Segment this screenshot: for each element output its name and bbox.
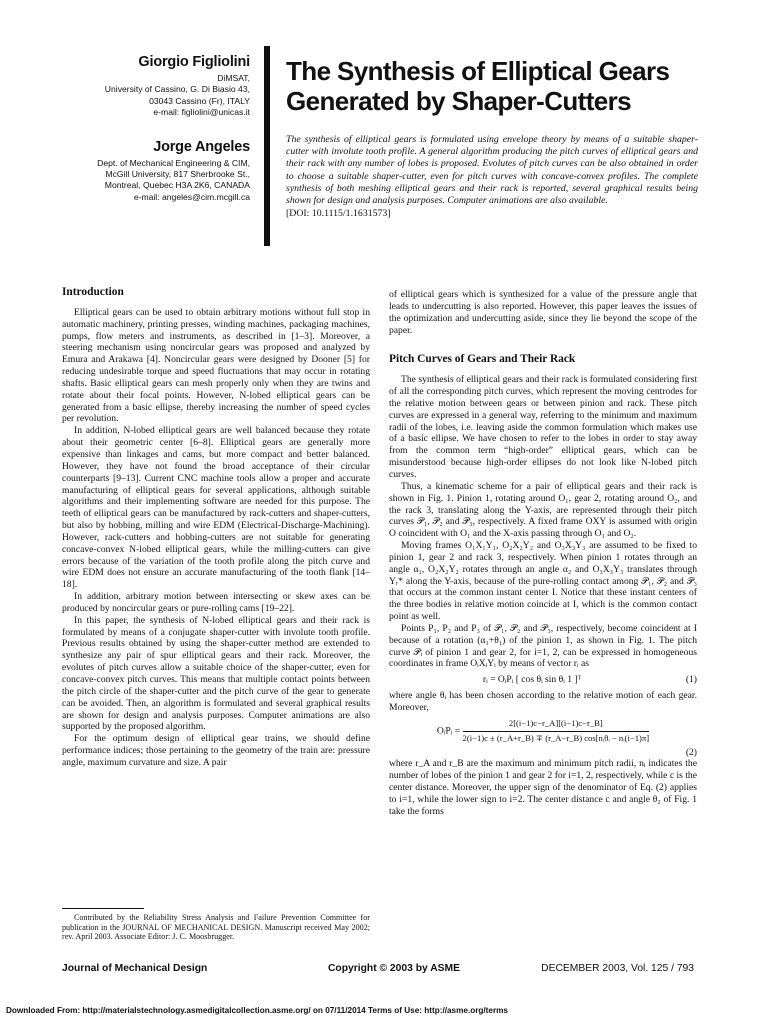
author-name: Giorgio Figliolini: [138, 54, 250, 70]
author-block-1: [60, 54, 250, 119]
paper-title: The Synthesis of Elliptical Gears Generated by Shaper-Cutters: [286, 56, 670, 116]
author-email: e-mail: figliolini@unicas.it: [153, 107, 250, 118]
issue-and-page-number: DECEMBER 2003, Vol. 125 / 793: [541, 963, 694, 974]
section-heading-introduction: Introduction: [62, 286, 124, 298]
journal-name: Journal of Mechanical Design: [62, 963, 208, 974]
right-column: [389, 289, 697, 818]
equation-body: [389, 718, 697, 745]
equation-lhs: OᵢPᵢ =: [436, 725, 461, 737]
equation-1: [389, 674, 697, 686]
doi-link[interactable]: [DOI: 10.1115/1.1631573]: [286, 208, 391, 220]
paragraph: The synthesis of elliptical gears and their rack is formulated considering first of all the corresponding pitch curves, which represent the moving centrodes for the relative motion between gears or between pinion and rack. These pitch curves are expressed in a general way, referring to the minimum and maximum radii of the lobes, i.e. leaving aside the common formulation which makes use of a basic ellipse. We have chosen to refer to the lobes in order to stay away from the common term “high-order” elliptical gears, which can be misunderstood because high-order ellipses do not look like N-lobed pitch curves.: [389, 374, 697, 480]
equation-number: (1): [685, 674, 697, 686]
equation-number: (2): [685, 746, 697, 758]
paragraph-continuation: of elliptical gears which is synthesized for a value of the pressure angle that leads to undercutting is also reported. However, this paper leaves the issues of the optimization and undercutting aside, since they lie beyond the scope of the paper.: [389, 289, 697, 336]
author-affiliation-line: University of Cassino, G. Di Biasio 43,: [104, 84, 250, 95]
title-divider-bar: [264, 46, 270, 246]
paragraph: Elliptical gears can be used to obtain arbitrary motions without full stop in automatic machinery, printing presses, winding machines, packaging machines, pumps, flow meters and instruments, as described in [1–3]. Moreover, a steering mechanism using noncircular gears was proposed and analyzed by Emura and Arakawa [4]. Noncircular gears were designed by Dooner [5] for reducing undesirable torque and speed fluctuations that may occur in rotating shafts. Basic elliptical gears can mesh properly only when they are twins and rotate about their focal points. However, N-lobed elliptical gears can be generated from a basic ellipse, thereby increasing the number of speed cycles per revolution.: [62, 306, 370, 425]
author-block-2: [60, 139, 250, 204]
page-footer: [62, 963, 694, 977]
author-name: Jorge Angeles: [153, 138, 250, 155]
equation-2: [389, 718, 697, 745]
paragraph: where r_A and r_B are the maximum and minimum pitch radii, nᵢ indicates the number of lobes of the pinion 1 and gear 2 for i=1, 2, respectively, while c is the center distance. Moreover, the upper sign of the denominator of Eq. (2) applies to i=1, while the lower sign to i=2. The center distance c and angle θ₂ of Fig. 1 take the forms: [389, 758, 697, 817]
author-list: [60, 54, 250, 203]
paragraph: In this paper, the synthesis of N-lobed elliptical gears and their rack is formulated by means of a conjugate shaper-cutter with involute tooth profile. Previous results obtained by using the shaper-cutter method are extended to synthesize any pair of spur elliptical gears and their rack. Moreover, the evolutes of pitch curves allow a suitable choice of the shaper-cutter, even for concave-convex pitch curves. This means that multiple contact points between the pitch circle of the shaper-cutter and the pitch curve of the gear to generate can be avoided. Then, an algorithm is formulated and several graphical results are shown for design and analysis purposes. Computer animations are also supported by the proposed algorithm.: [62, 614, 370, 733]
paragraph: In addition, N-lobed elliptical gears are well balanced because they rotate about their geometric center [6–8]. Elliptical gears are generally more expensive than linkages and cams, but more compact and better balanced. However, they have not found the broad acceptance of their circular counterparts [9–13]. Current CNC machine tools allow a proper and accurate manufacturing of elliptical gears for several applications, although suitable algorithms and their implementing software are needed for this purpose. The teeth of elliptical gears can be manufactured by rack-cutters and shaper-cutters, but also by hobbing, milling and wire EDM (Electrical-Discharge-Machining). However, rack-cutters and hobbing-cutters are not suitable for generating concave-convex N-lobed elliptical gears, while the milling-cutters can give errors because of the variation of the tooth profile along the pitch curve and wire EDM does not ensure an accurate manufacturing of the tooth flank [14–18].: [62, 425, 370, 591]
equation-denominator: 2(i−1)c ± (r_A+r_B) ∓ (r_A−r_B) cos[nᵢθᵢ − nᵢ(i−1)π]: [462, 732, 650, 743]
equation-fraction: [463, 718, 650, 745]
author-email: e-mail: angeles@cim.mcgill.ca: [133, 191, 250, 202]
paragraph: In addition, arbitrary motion between intersecting or skew axes can be produced by noncircular gears or pure-rolling cams [19–22].: [62, 591, 370, 614]
paragraph: Points P₁, P₂ and P₃ of 𝒫₁, 𝒫₂ and 𝒫₃, respectively, become coincident at I because of a rotation (α₁+θ₁) of the pinion 1, as shown in Fig. 1. The pitch curve 𝒫ᵢ of pinion 1 and gear 2, for i=1, 2, can be expressed in homogeneous coordinates in frame OᵢXᵢYᵢ by means of vector rᵢ as: [389, 622, 697, 670]
paragraph: where angle θᵢ has been chosen according to the relative motion of each gear. Moreover,: [389, 690, 697, 713]
download-notice[interactable]: Downloaded From: http://materialstechnology.asmedigitalcollection.asme.org/ on 07/11/2014 Terms of Use: http://asme.org/terms: [6, 1006, 508, 1015]
author-affiliation-line: McGill University, 817 Sherbrooke St.,: [105, 169, 250, 180]
equation-body: rᵢ = OᵢPᵢ [ cos θᵢ sin θᵢ 1 ]ᵀ: [482, 674, 582, 686]
footnote-divider: [62, 908, 144, 909]
paragraph: Thus, a kinematic scheme for a pair of elliptical gears and their rack is shown in Fig. 1. Pinion 1, rotating around O₁, gear 2, rotating around O₂, and the rack 3, translating along the Y-axis, are represented through their pitch curves 𝒫₁, 𝒫₂ and 𝒫₃, respectively. A fixed frame OXY is assumed with origin O coincident with O₁ and the X-axis passing through O₁ and O₂.: [389, 480, 697, 540]
author-affiliation-line: 03043 Cassino (Fr), ITALY: [149, 95, 250, 106]
author-affiliation-line: DiMSAT,: [217, 73, 250, 83]
left-column: [62, 287, 370, 769]
copyright-notice: Copyright © 2003 by ASME: [328, 963, 460, 974]
equation-numerator: 2[(i−1)c−r_A][(i−1)c−r_B]: [463, 718, 650, 732]
footnote: Contributed by the Reliability Stress Analysis and Failure Prevention Committee for publication in the JOURNAL OF MECHANICAL DESIGN. Manuscript received May 2002; rev. April 2003. Associate Editor: J. C. Moosbrugger.: [62, 913, 370, 942]
author-affiliation-line: Dept. of Mechanical Engineering & CIM,: [97, 157, 250, 168]
paragraph: Moving frames O₁X₁Y₁, O₂X₂Y₂ and O₃X₃Y₃ are assumed to be fixed to pinion 1, gear 2 and rack 3, respectively. When pinion 1 rotates through an angle α₁, O₂X₂Y₂ rotates through an angle α₂ and O₃X₃Y₃ translates through Yᵣ* along the Y-axis, because of the pure-rolling contact among 𝒫₁, 𝒫₂ and 𝒫₃ that occurs at the common instant center I. Notice that these instant centers of the three bodies in relative motion coincide at I, which is the common contact point as well.: [389, 540, 697, 623]
abstract: The synthesis of elliptical gears is formulated using envelope theory by means of a suitable shaper-cutter with involute tooth profile. A general algorithm producing the pitch curves of elliptical gears and their rack with any number of lobes is proposed. Evolutes of pitch curves can be also obtained in order to choose a suitable shaper-cutter, even for pitch curves with concave-convex profiles. The complete synthesis of both meshing elliptical gears and their rack is reported, several graphical results being shown for design and analysis purposes. Computer animations are also available.: [286, 134, 698, 207]
author-affiliation-line: Montreal, Quebec H3A 2K6, CANADA: [104, 180, 250, 191]
section-heading-pitch-curves: Pitch Curves of Gears and Their Rack: [389, 353, 576, 366]
paragraph: For the optimum design of elliptical gear trains, we should define performance indices; those pertaining to the geometry of the train are: pressure angle, maximum curvature and size. A pair: [62, 733, 370, 768]
title-block: [286, 56, 698, 220]
